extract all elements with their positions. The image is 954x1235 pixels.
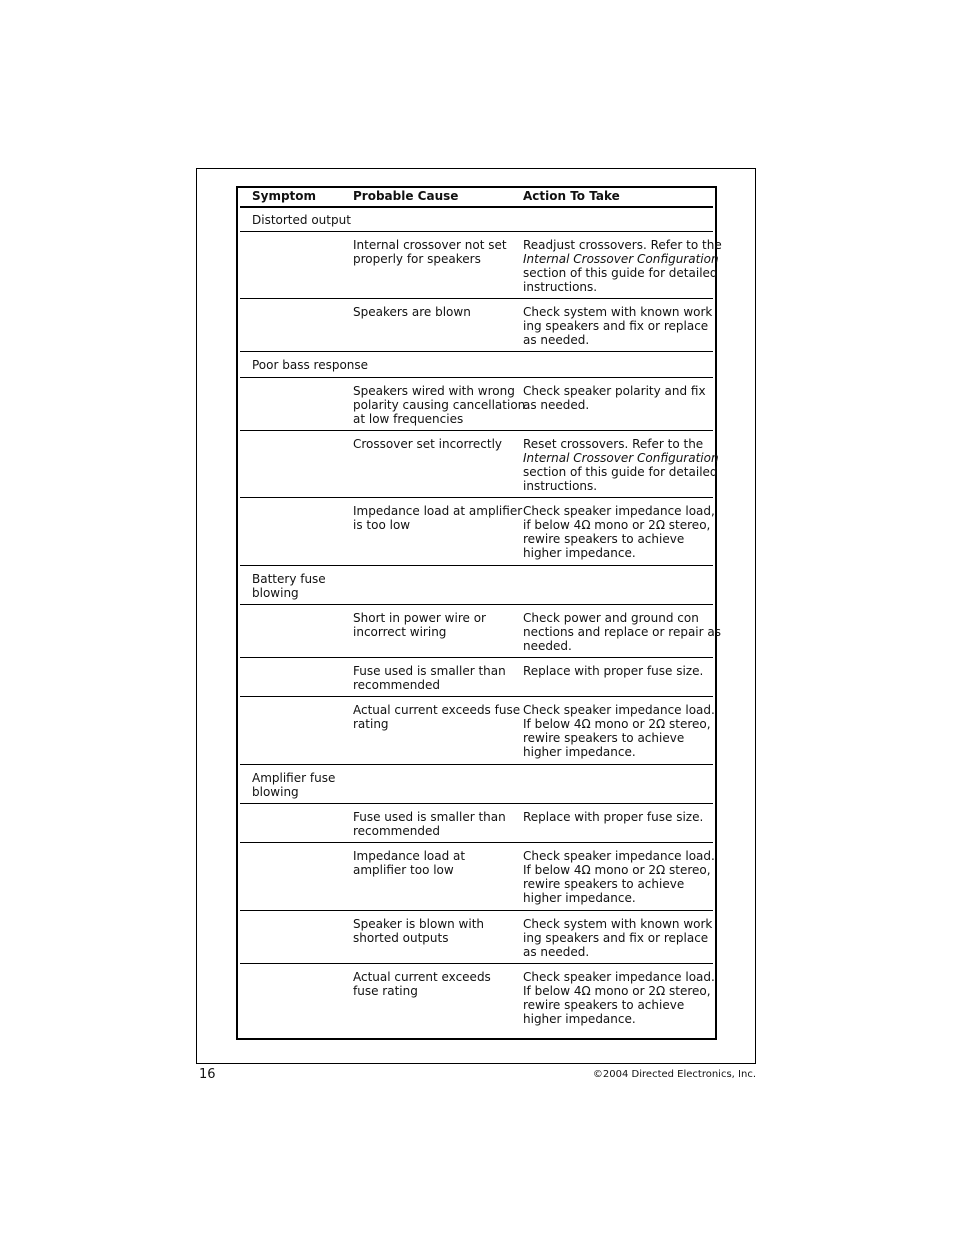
row-cause — [353, 810, 518, 838]
table-row — [240, 567, 713, 606]
row-cause — [353, 611, 518, 639]
cell-line: Fuse used is smaller than — [353, 809, 506, 824]
cell-line: Speakers wired with wrong — [353, 383, 515, 398]
cell-line: If below 4Ω mono or 2Ω stereo, — [523, 983, 711, 998]
table-row — [240, 844, 713, 912]
cell-line: Actual current exceeds — [353, 969, 491, 984]
cell-line: Check speaker impedance load. — [523, 848, 715, 863]
row-symptom — [252, 357, 369, 372]
cell-line: Impedance load at amplifier — [353, 503, 523, 518]
row-action — [523, 305, 719, 347]
page-number: 16 — [199, 1067, 216, 1082]
cell-line: ing speakers and fix or replace — [523, 318, 709, 333]
cell-line: Poor bass response — [252, 357, 369, 372]
cell-line: rewire speakers to achieve — [523, 997, 685, 1012]
cell-line: Check power and ground con — [523, 610, 699, 625]
cell-line: nections and replace or repair as — [523, 624, 721, 639]
cell-line: recommended — [353, 677, 440, 692]
row-cause — [353, 664, 518, 692]
row-cause — [353, 702, 521, 731]
cell-line: instructions. — [523, 279, 598, 294]
cell-line: Distorted output — [252, 212, 351, 227]
cell-line: higher impedance. — [523, 545, 636, 560]
troubleshooting-table — [236, 186, 722, 1040]
cell-line: as needed. — [523, 332, 590, 347]
table-row — [240, 805, 713, 844]
copyright-text: ©2004 Directed Electronics, Inc. — [592, 1069, 756, 1080]
cell-line: If below 4Ω mono or 2Ω stereo, — [523, 862, 711, 877]
table-row — [240, 659, 713, 698]
row-action — [523, 810, 719, 824]
row-action — [523, 611, 719, 653]
row-action — [523, 504, 719, 560]
table-row — [240, 606, 721, 659]
row-action — [523, 664, 719, 678]
row-action — [523, 849, 719, 905]
cell-line: higher impedance. — [523, 890, 636, 905]
cell-line: blowing — [252, 784, 299, 799]
row-cause — [353, 503, 523, 532]
row-cause — [353, 849, 518, 877]
table-row — [240, 965, 713, 1038]
cell-line: Check speaker impedance load. — [523, 702, 715, 717]
row-symptom — [252, 771, 348, 799]
cell-line: is too low — [353, 517, 411, 532]
cell-line: Check speaker impedance load, — [523, 503, 715, 518]
cell-line: Check speaker polarity and fix — [523, 383, 706, 398]
table-row — [240, 499, 713, 567]
row-action — [523, 970, 719, 1026]
cell-line: polarity causing cancellation — [353, 397, 526, 412]
row-cause — [353, 383, 526, 426]
cell-line: Amplifier fuse — [252, 770, 336, 785]
cell-line: amplifier too low — [353, 862, 454, 877]
cell-line: Fuse used is smaller than — [353, 663, 506, 678]
row-action — [523, 917, 719, 959]
table-row — [240, 379, 713, 432]
cell-line: Short in power wire or — [353, 610, 486, 625]
cell-line: recommended — [353, 823, 440, 838]
cell-line: Check system with known work — [523, 304, 713, 319]
cell-line: Replace with proper fuse size. — [523, 809, 704, 824]
cell-line: Internal Crossover Configuration — [523, 251, 719, 266]
table-header-row — [240, 188, 713, 208]
cell-line: instructions. — [523, 478, 598, 493]
cell-line: higher impedance. — [523, 744, 636, 759]
header-probable-cause: Probable Cause — [353, 189, 459, 203]
cell-line: Check system with known work — [523, 916, 713, 931]
cell-line: fuse rating — [353, 983, 418, 998]
cell-line: ing speakers and fix or replace — [523, 930, 709, 945]
row-cause — [353, 437, 518, 451]
cell-line: rewire speakers to achieve — [523, 730, 685, 745]
row-action — [523, 237, 722, 294]
cell-line: as needed. — [523, 397, 590, 412]
cell-line: properly for speakers — [353, 251, 481, 266]
cell-line: section of this guide for detailed — [523, 464, 718, 479]
cell-line: Internal Crossover Configuration — [523, 450, 719, 465]
table-row — [240, 233, 722, 300]
cell-line: section of this guide for detailed — [523, 265, 718, 280]
row-symptom — [252, 572, 348, 600]
cell-line: Check speaker impedance load. — [523, 969, 715, 984]
table-row — [240, 698, 713, 766]
cell-line: Reset crossovers. Refer to the — [523, 436, 704, 451]
cell-line: rewire speakers to achieve — [523, 531, 685, 546]
table-row — [240, 300, 713, 353]
header-action: Action To Take — [523, 189, 620, 203]
cell-line: shorted outputs — [353, 930, 449, 945]
cell-line: If below 4Ω mono or 2Ω stereo, — [523, 716, 711, 731]
cell-line: higher impedance. — [523, 1011, 636, 1026]
row-cause — [353, 305, 518, 319]
cell-line: Impedance load at — [353, 848, 466, 863]
cell-line: Internal crossover not set — [353, 237, 507, 252]
cell-line: needed. — [523, 638, 572, 653]
cell-line: incorrect wiring — [353, 624, 447, 639]
cell-line: Actual current exceeds fuse — [353, 702, 521, 717]
header-symptom: Symptom — [252, 189, 317, 203]
table-row — [240, 766, 713, 805]
cell-line: rewire speakers to achieve — [523, 876, 685, 891]
cell-line: rating — [353, 716, 389, 731]
cell-line: Speaker is blown with — [353, 916, 485, 931]
row-action — [523, 437, 719, 493]
cell-line: Speakers are blown — [353, 304, 471, 319]
cell-line: Crossover set incorrectly — [353, 436, 503, 451]
table-row — [240, 353, 713, 379]
cell-line: Readjust crossovers. Refer to the — [523, 237, 722, 252]
cell-line: as needed. — [523, 944, 590, 959]
row-action — [523, 703, 719, 759]
cell-line: blowing — [252, 585, 299, 600]
row-cause — [353, 917, 518, 945]
table-row — [240, 208, 713, 233]
cell-line: if below 4Ω mono or 2Ω stereo, — [523, 517, 711, 532]
row-action — [523, 384, 719, 412]
row-cause — [353, 238, 518, 266]
row-cause — [353, 970, 518, 998]
row-symptom — [252, 212, 351, 227]
table-row — [240, 432, 719, 499]
table-row — [240, 912, 713, 965]
cell-line: Replace with proper fuse size. — [523, 663, 704, 678]
cell-line: at low frequencies — [353, 411, 464, 426]
cell-line: Battery fuse — [252, 571, 326, 586]
